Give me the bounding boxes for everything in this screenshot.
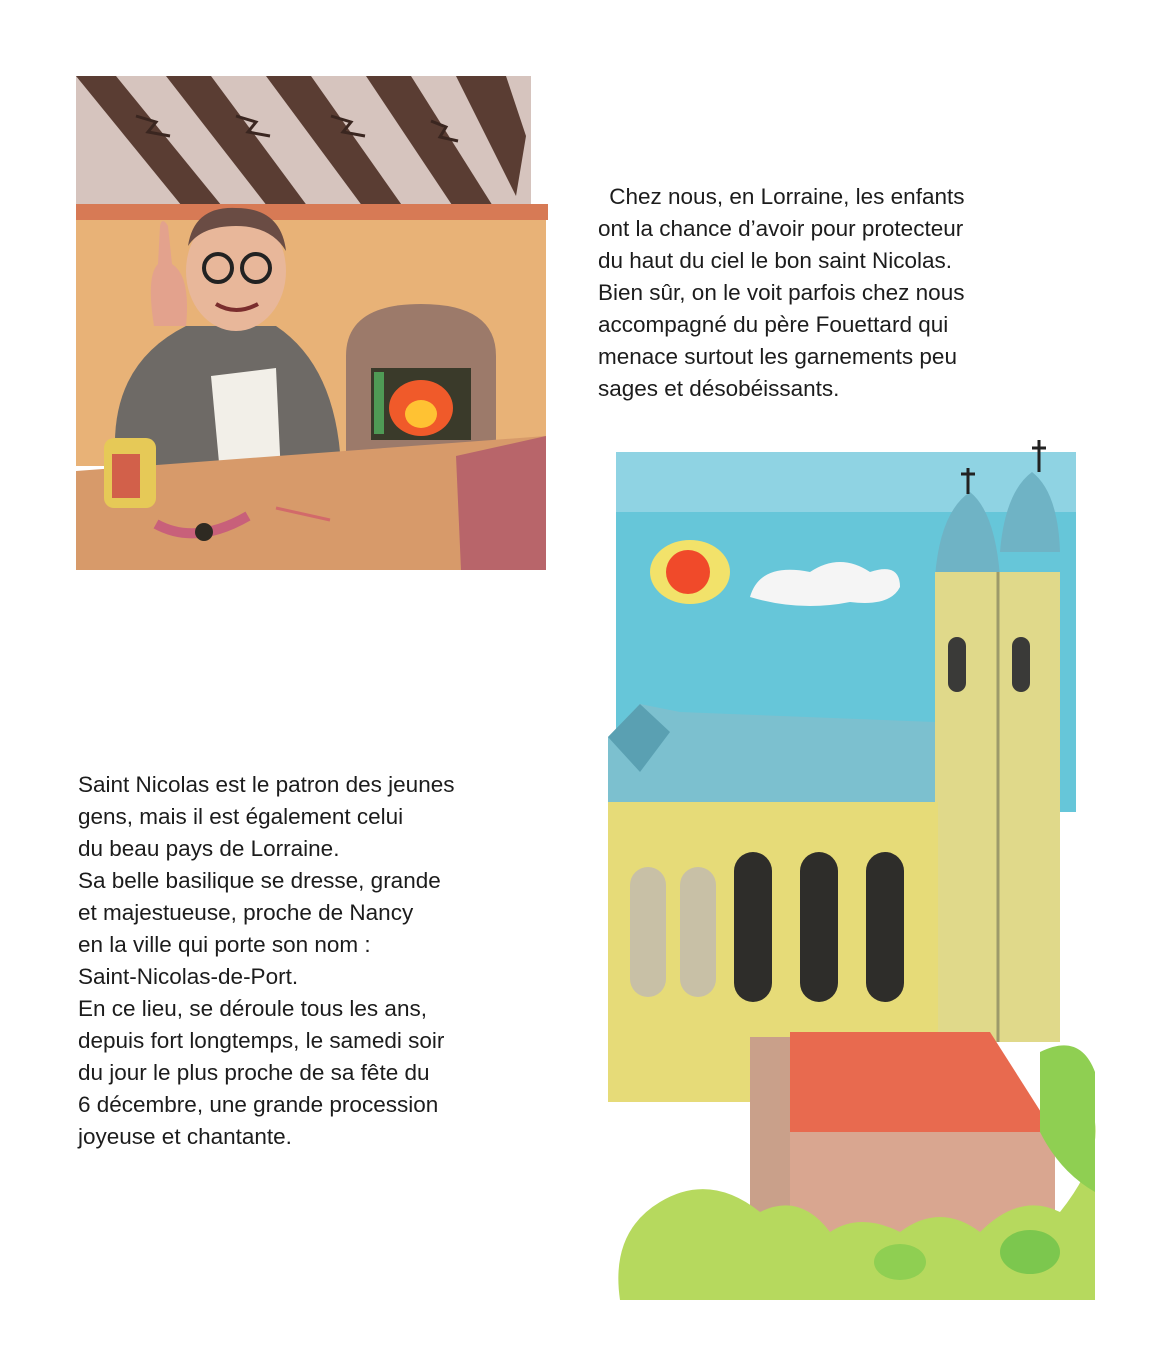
red-roof [790, 1032, 1060, 1142]
text-line: Bien sûr, on le voit parfois chez nous [598, 280, 965, 305]
text-line: gens, mais il est également celui [78, 804, 404, 829]
text-line: accompagné du père Fouettard qui [598, 312, 949, 337]
text-line: 6 décembre, une grande procession [78, 1092, 439, 1117]
teacher-illustration [76, 76, 556, 570]
text-line: et majestueuse, proche de Nancy [78, 900, 414, 925]
text-line: en la ville qui porte son nom : [78, 932, 371, 957]
text-line: du jour le plus proche de sa fête du [78, 1060, 430, 1085]
text-line: Sa belle basilique se dresse, grande [78, 868, 441, 893]
text-line: joyeuse et chantante. [78, 1124, 292, 1149]
intro-paragraph [598, 181, 1058, 405]
text-line: du beau pays de Lorraine. [78, 836, 340, 861]
basilica-illustration-svg [600, 432, 1100, 1300]
text-line: Chez nous, en Lorraine, les enfants [598, 184, 965, 209]
text-line: du haut du ciel le bon saint Nicolas. [598, 248, 952, 273]
wall-cornice [76, 204, 548, 220]
text-line: depuis fort longtemps, le samedi soir [78, 1028, 445, 1053]
basilica-paragraph [78, 769, 548, 1153]
text-line: Saint Nicolas est le patron des jeunes [78, 772, 455, 797]
basilica-illustration [600, 432, 1100, 1300]
text-line: Saint-Nicolas-de-Port. [78, 964, 299, 989]
text-line: En ce lieu, se déroule tous les ans, [78, 996, 427, 1021]
text-line: menace surtout les garnements peu [598, 344, 957, 369]
text-line: ont la chance d’avoir pour protecteur [598, 216, 964, 241]
text-line: sages et désobéissants. [598, 376, 840, 401]
teacher-illustration-svg [76, 76, 556, 570]
